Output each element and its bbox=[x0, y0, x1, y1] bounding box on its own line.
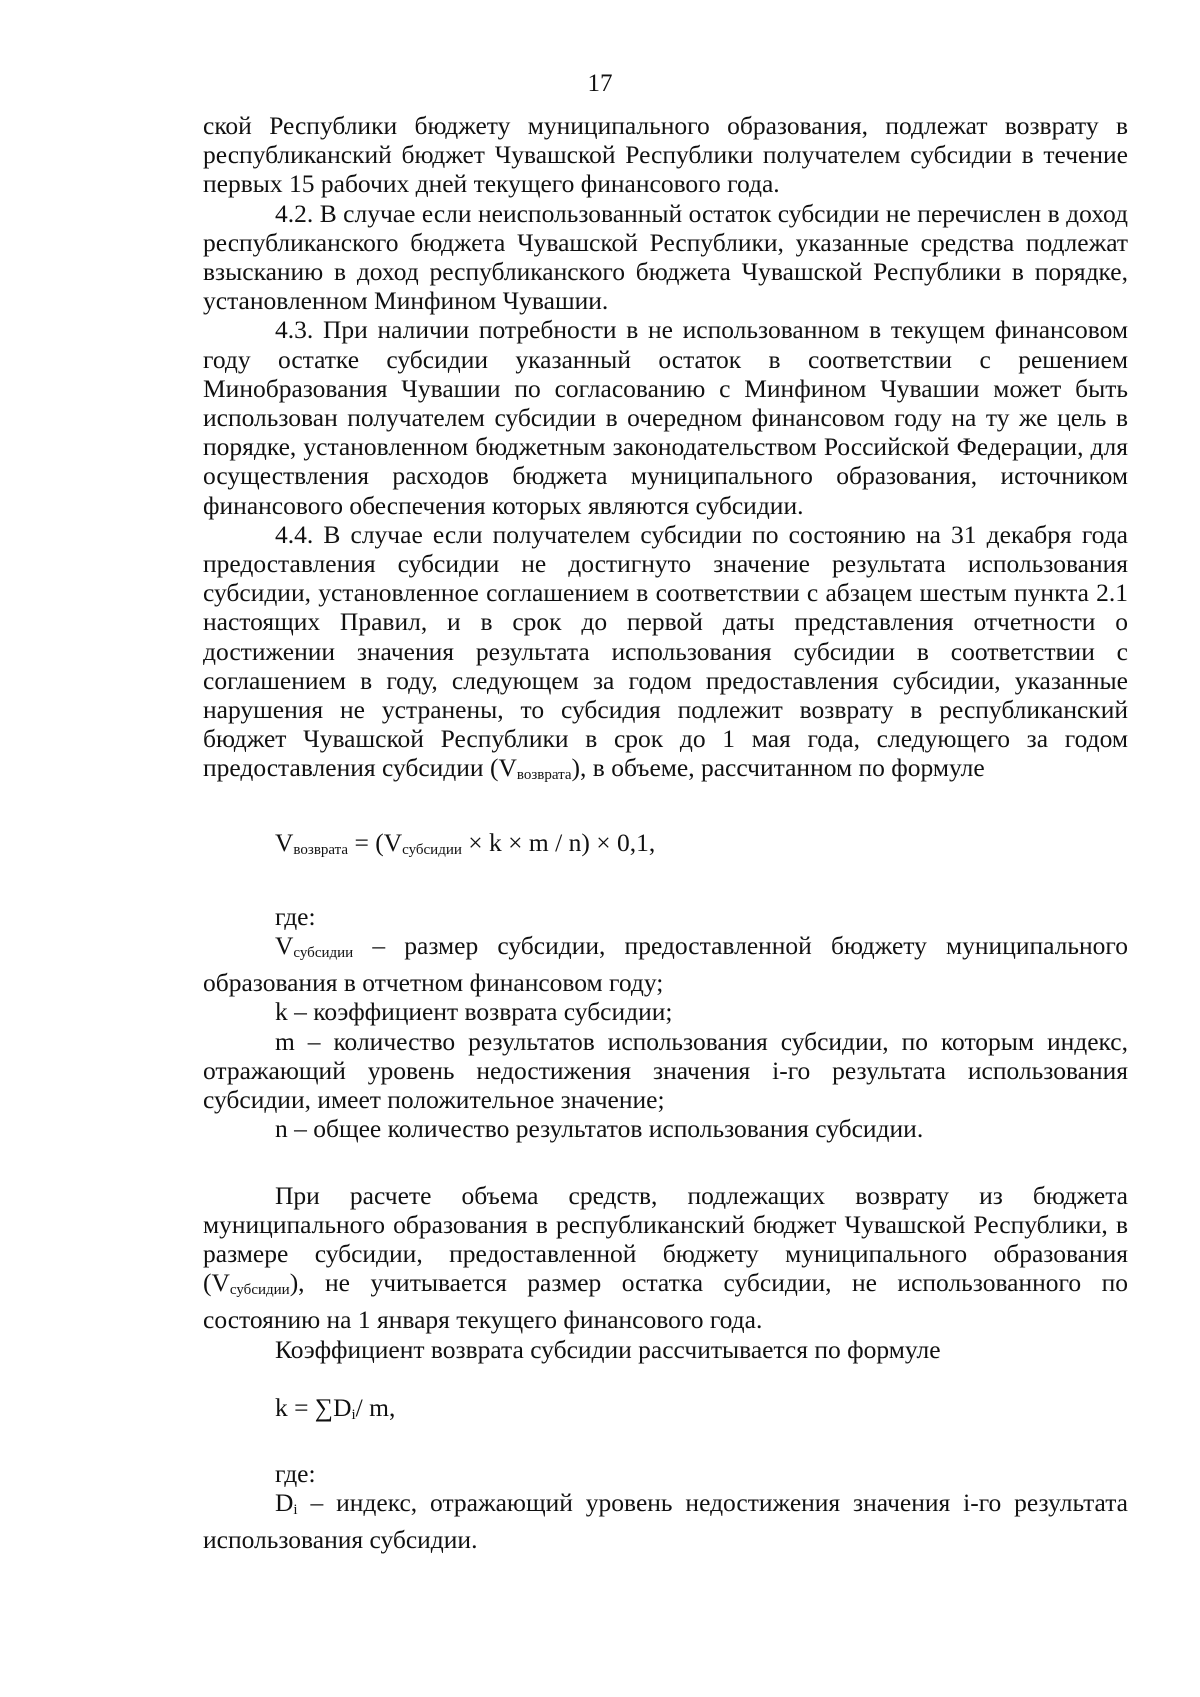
symbol-v: V bbox=[275, 827, 294, 857]
formula-equals: = ( bbox=[348, 827, 384, 857]
symbol-v: V bbox=[211, 1268, 230, 1298]
definition-k: k – коэффициент возврата субсидии; bbox=[275, 997, 673, 1027]
paragraph-4-4 bbox=[203, 520, 1128, 791]
subscript-vozvrata: возврата bbox=[293, 841, 349, 858]
paragraph-calculation-tail: ), не учитывается размер остатка субсидии, не использованного по состоянию на 1 января текущего финансового года. bbox=[203, 1268, 1128, 1335]
formula-coefficient bbox=[203, 1393, 1128, 1430]
definition-n: n – общее количество результатов использования субсидии. bbox=[275, 1114, 924, 1144]
formula2-rhs: / m, bbox=[355, 1392, 396, 1422]
symbol-d: D bbox=[275, 1488, 294, 1518]
paragraph-4-2: 4.2. В случае если неиспользованный остаток субсидии не перечислен в доход республиканского бюджета Чувашской Республики, указанные средства подлежат взысканию в доход республиканского бюджета Чувашской Республики в порядке, установленном Минфином Чувашии. bbox=[203, 198, 1128, 316]
symbol-d: D bbox=[333, 1392, 352, 1422]
subscript-i: i bbox=[351, 1406, 356, 1423]
symbol-v: V bbox=[498, 753, 517, 783]
paragraph-4-4-text: 4.4. В случае если получателем субсидии по состоянию на 31 декабря года предоставления субсидии не достигнуто значение результата использования субсидии, установленное соглашением в соответствии с абзацем шестым пункта 2.1 настоящих Правил, и в срок до первой даты представления отчетности о достижении значения результата использования субсидии в соответствии с соглашением в году, следующем за годом предоставления субсидии, указанные нарушения не устранены, то субсидия подлежит возврату в республиканский бюджет Чувашской Республики в срок до 1 мая года, следующего за годом предоставления субсидии ( bbox=[203, 519, 1128, 783]
paragraph-4-3: 4.3. При наличии потребности в не использованном в текущем финансовом году остатке субсидии указанный остаток в соответствии с решением Минобразования Чувашии по согласованию с Минфином Чувашии может быть использован получателем субсидии в очередном финансовом году на ту же цель в порядке, установленном бюджетным законодательством Российской Федерации, для осуществления расходов бюджета муниципального образования, источником финансового обеспечения которых являются субсидии. bbox=[203, 315, 1128, 520]
subscript-subsidii: субсидии bbox=[402, 841, 462, 858]
subscript-subsidii: субсидии bbox=[293, 945, 354, 962]
subscript-subsidii: субсидии bbox=[229, 1282, 290, 1299]
symbol-v: V bbox=[383, 827, 403, 857]
definition-m: m – количество результатов использования субсидии, по которым индекс, отражающий уровень недостижения значения i-го результата использования субсидии, имеет положительное значение; bbox=[203, 1026, 1128, 1115]
paragraph-continuation: ской Республики бюджету муниципального образования, подлежат возврату в республиканский бюджет Чувашской Республики получателем субсидии в течение первых 15 рабочих дней текущего финансового года. bbox=[203, 111, 1128, 199]
symbol-v: V bbox=[275, 931, 294, 961]
formula-return-volume bbox=[203, 828, 1128, 865]
paragraph-calculation bbox=[203, 1181, 1128, 1335]
definition-di bbox=[203, 1488, 1128, 1554]
subscript-vozvrata: возврата bbox=[516, 767, 572, 784]
definition-v-subsidii bbox=[203, 931, 1128, 997]
where-label: где: bbox=[275, 901, 316, 931]
definition-di-text: – индекс, отражающий уровень недостижения значения i-го результата использования субсидии. bbox=[203, 1488, 1128, 1555]
page-number: 17 bbox=[587, 70, 613, 97]
subscript-i: i bbox=[293, 1502, 298, 1519]
document-body bbox=[203, 111, 1128, 1555]
paragraph-4-4-tail: ), в объеме, рассчитанном по формуле bbox=[571, 753, 985, 783]
paragraph-coefficient: Коэффициент возврата субсидии рассчитывается по формуле bbox=[275, 1334, 941, 1364]
where-label-2: где: bbox=[275, 1458, 316, 1488]
formula2-lhs: k = ∑ bbox=[275, 1392, 334, 1422]
definition-v-subsidii-text: – размер субсидии, предоставленной бюджету муниципального образования в отчетном финансовом году; bbox=[203, 931, 1128, 998]
formula-rest: × k × m / n) × 0,1, bbox=[461, 827, 656, 857]
paragraph-calculation-text: При расчете объема средств, подлежащих возврату из бюджета муниципального образования в республиканский бюджет Чувашской Республики, в размере субсидии, предоставленной бюджету муниципального образования ( bbox=[203, 1180, 1128, 1298]
